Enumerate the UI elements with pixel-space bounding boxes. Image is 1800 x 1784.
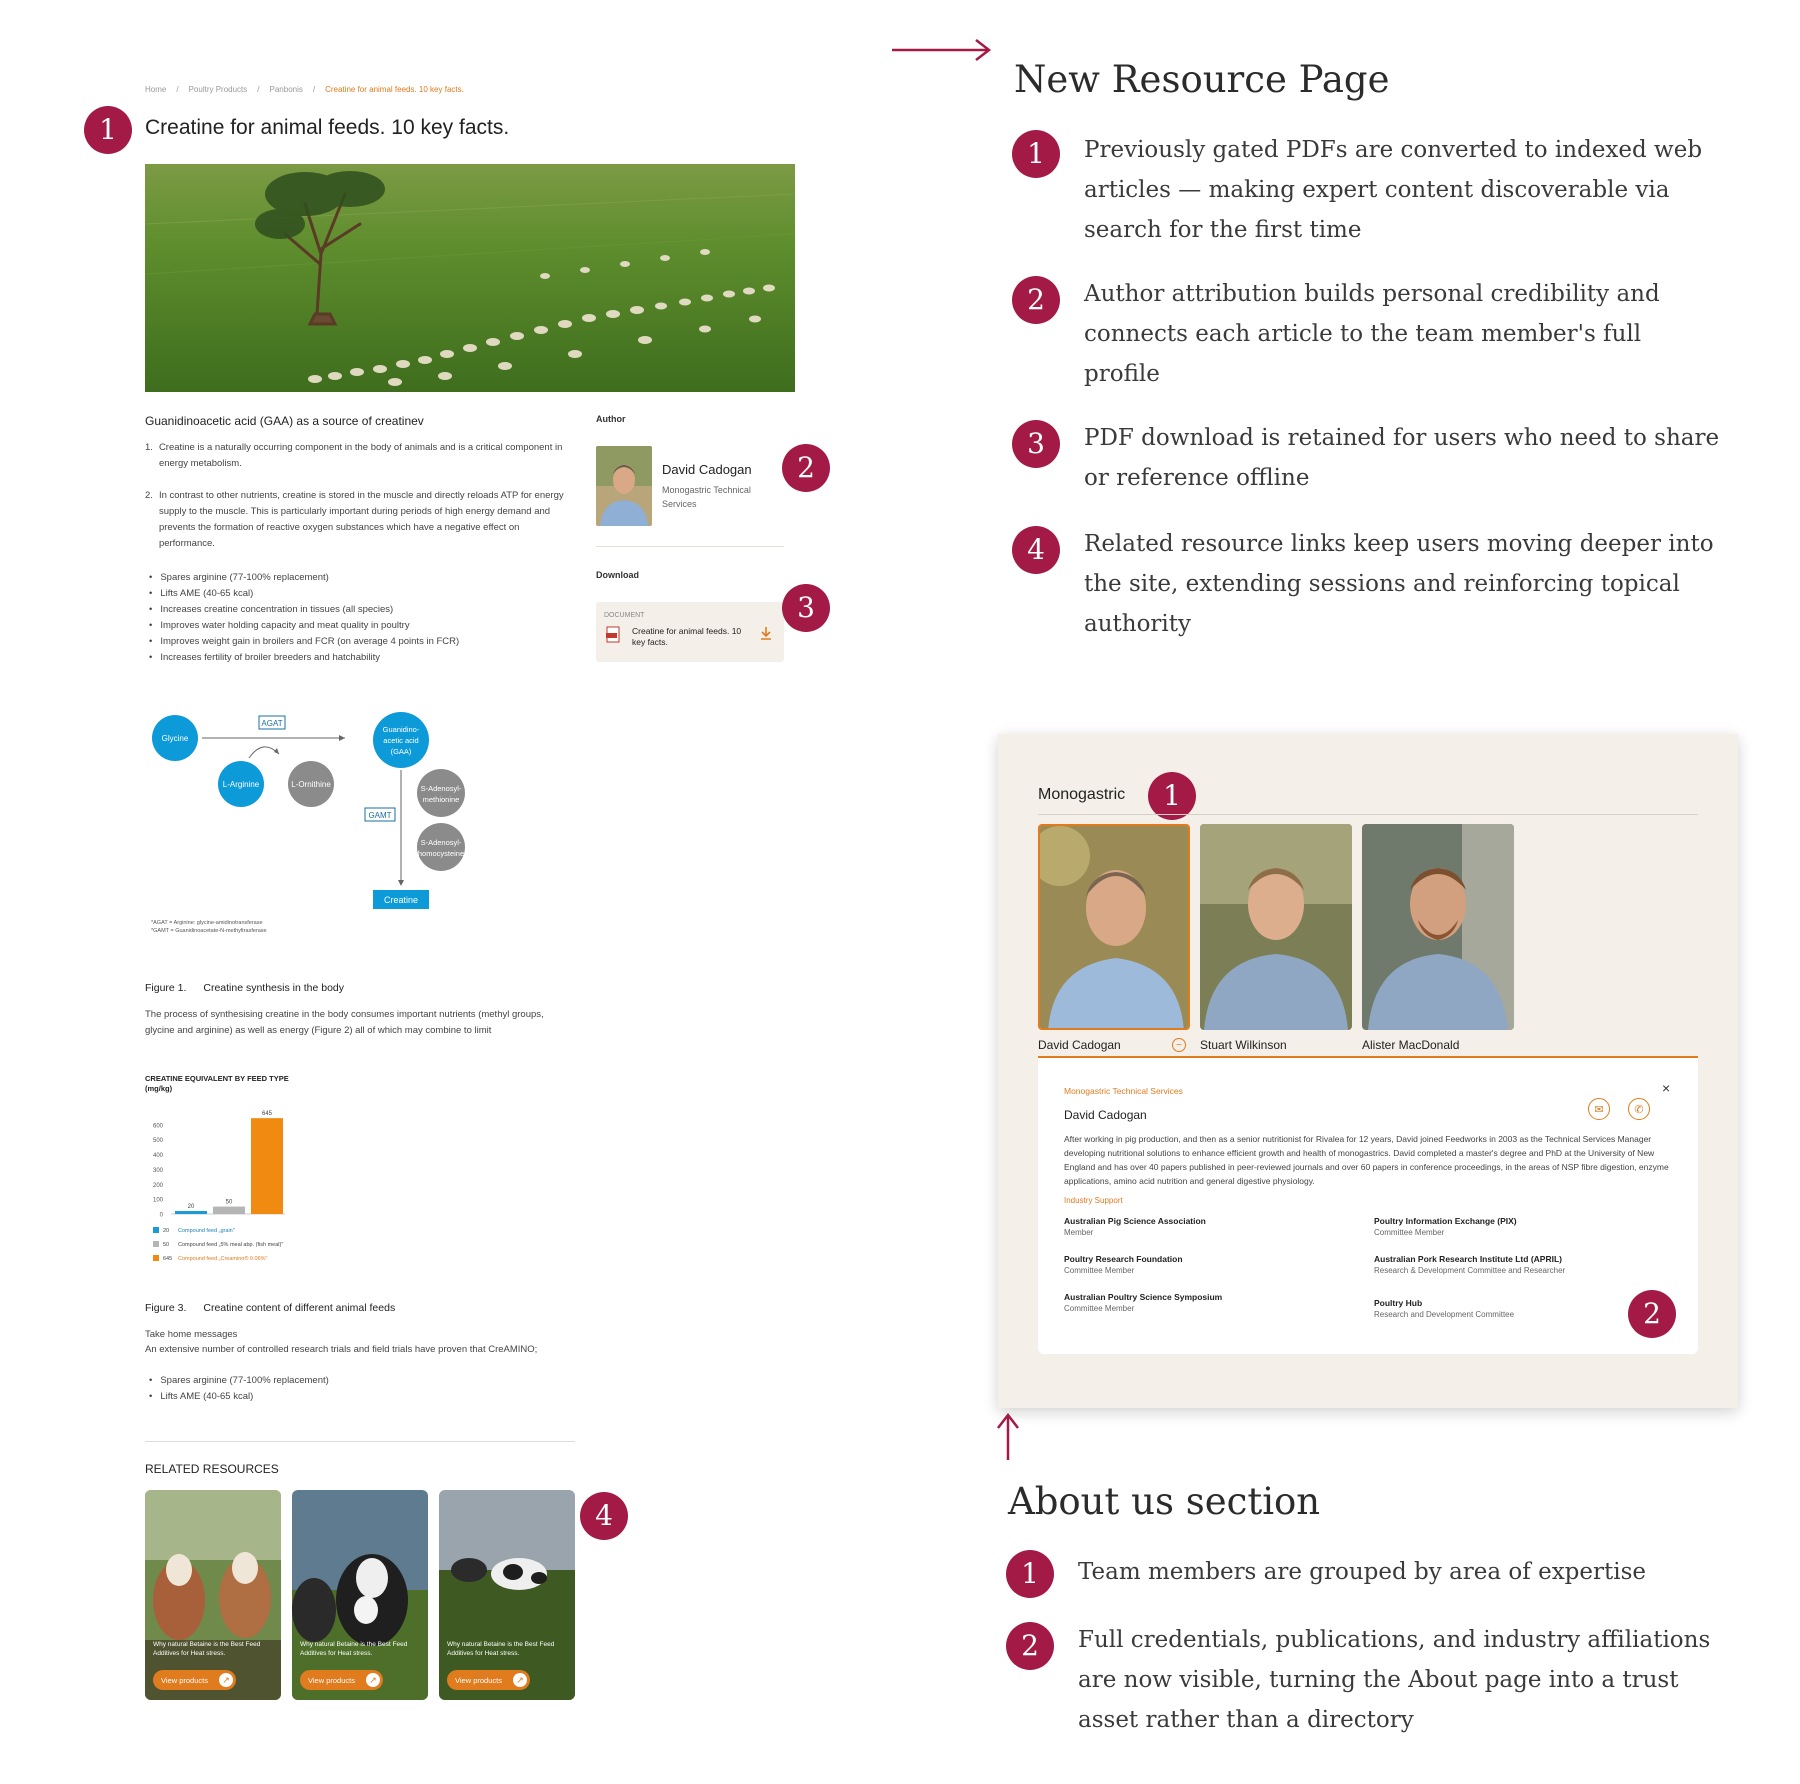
member-detail-card [1038, 1058, 1698, 1354]
note-text: Previously gated PDFs are converted to indexed web articles — making expert content discoverable via search for the first time [1084, 137, 1703, 243]
breadcrumb-separator: / [312, 85, 316, 94]
arrow-up-right-icon: ↗ [513, 1673, 527, 1687]
chart-subtitle: (mg/kg) [145, 1084, 173, 1093]
breadcrumb [145, 85, 464, 94]
affiliation-role: Committee Member [1064, 1304, 1135, 1313]
pdf-icon [606, 626, 622, 649]
panel-badge-2: 2 [1628, 1290, 1676, 1338]
detail-role: Monogastric Technical Services [1064, 1086, 1183, 1096]
annotation-badge-1: 1 [84, 106, 132, 154]
affiliation-org: Australian Pig Science Association [1064, 1216, 1206, 1226]
diagram-s-homocysteine-line1: S-Adenosyl- [420, 838, 462, 847]
author-heading: Author [596, 414, 626, 424]
note-badge: 1 [1006, 1550, 1054, 1598]
list-item [145, 440, 565, 472]
bar-value-label: 50 [225, 1199, 233, 1206]
arrow-up-right-icon: ↗ [219, 1673, 233, 1687]
y-tick-label: 300 [152, 1167, 163, 1174]
related-card-title: Why natural Betaine is the Best Feed Additives for Heat stress. [300, 1641, 408, 1657]
list-number: 2. [145, 490, 153, 501]
view-products-label: View products [455, 1675, 502, 1685]
download-icon[interactable] [760, 626, 772, 645]
affiliation-org: Australian Poultry Science Symposium [1064, 1292, 1223, 1302]
close-icon[interactable]: × [1662, 1080, 1671, 1096]
sidebar-divider [596, 546, 784, 547]
related-card[interactable] [145, 1490, 281, 1700]
figure-1-label: Figure 1. [145, 982, 187, 994]
list-item: • Increases fertility of broiler breeders and hatchability [145, 650, 565, 666]
note-badge: 2 [1006, 1622, 1054, 1670]
member-name[interactable]: Stuart Wilkinson [1200, 1038, 1287, 1052]
email-icon[interactable]: ✉ [1588, 1098, 1610, 1120]
about-us-panel [998, 734, 1738, 1408]
document-download-card[interactable] [596, 602, 784, 662]
author-avatar[interactable] [596, 446, 652, 526]
figure-3-label: Figure 3. [145, 1302, 187, 1314]
legend-label: Compound feed „5% meal abp. (fish meal)" [178, 1242, 284, 1248]
note-text: Author attribution builds personal credibility and connects each article to the team member's full profile [1084, 281, 1660, 387]
affiliation-org: Australian Pork Research Institute Ltd (APRIL) [1374, 1254, 1562, 1264]
author-name[interactable]: David Cadogan [662, 462, 752, 477]
member-photo [1040, 826, 1190, 1030]
y-tick-label: 500 [152, 1138, 163, 1145]
group-heading: Monogastric [1038, 786, 1126, 803]
related-resources-heading: RELATED RESOURCES [145, 1462, 279, 1476]
list-item: • Increases creatine concentration in tissues (all species) [145, 602, 565, 618]
breadcrumb-separator: / [176, 85, 179, 94]
download-heading: Download [596, 570, 639, 580]
diagram-s-methionine-line2: methionine [422, 795, 460, 804]
affiliation [1374, 1254, 1674, 1275]
legend-value: 50 [163, 1242, 170, 1248]
member-name[interactable]: Alister MacDonald [1362, 1038, 1460, 1052]
related-card[interactable] [292, 1490, 428, 1700]
arrow-up-right-icon: ↗ [366, 1673, 380, 1687]
diagram-glycine: Glycine [161, 734, 189, 743]
affiliation-role: Committee Member [1374, 1228, 1445, 1237]
bar-value-label: 20 [187, 1204, 195, 1211]
affiliation-role: Member [1064, 1228, 1094, 1237]
affiliation-org: Poultry Research Foundation [1064, 1254, 1183, 1264]
industry-support-heading: Industry Support [1064, 1196, 1123, 1205]
diagram-gaa-line3: (GAA) [390, 747, 412, 756]
breadcrumb-home[interactable]: Home [145, 85, 167, 94]
diagram-gamt: GAMT [368, 811, 392, 820]
affiliation [1374, 1216, 1674, 1237]
detail-bio: After working in pig production, and then as a senior nutritionist for Rivalea for 12 years, David joined Feedworks in 2003 as the Technical Services Manager developing nutritional solutions to enhance efficient growth and health of monogastrics. David completed a master's degree and PhD at the University of New England and has over 40 papers published in peer-reviewed journals and over 60 papers in conference proceedings, in the areas of NSP fibre digestion, enzyme applications, amino acid nutrition and general digestive physiology. [1064, 1134, 1669, 1186]
y-tick-label: 600 [152, 1123, 163, 1130]
breadcrumb-separator: / [257, 85, 260, 94]
panel-badge-1: 1 [1148, 772, 1196, 820]
list-item: • Lifts AME (40-65 kcal) [145, 586, 565, 602]
diagram-s-homocysteine-line2: homocysteine [417, 849, 465, 858]
creatine-bar-chart [145, 1100, 345, 1270]
note-badge: 4 [1012, 526, 1060, 574]
list-item [145, 488, 565, 552]
paragraph: An extensive number of controlled research trials and field trials have proven that CreAMINO; [145, 1344, 538, 1355]
figure-1-text: Creatine synthesis in the body [203, 982, 345, 994]
cow-image [292, 1490, 428, 1700]
note-text: PDF download is retained for users who need to share or reference offline [1084, 425, 1720, 491]
figure-3-text: Creatine content of different animal feeds [203, 1302, 396, 1314]
legend-value: 20 [163, 1228, 170, 1234]
breadcrumb-panbonis[interactable]: Panbonis [269, 85, 303, 94]
team-member-card[interactable] [1200, 824, 1352, 1030]
annotation-badge-3: 3 [782, 584, 830, 632]
bullet-list-2 [145, 1373, 565, 1405]
view-products-button[interactable] [300, 1670, 383, 1690]
breadcrumb-poultry-products[interactable]: Poultry Products [188, 85, 248, 94]
chart-title-line: CREATINE EQUIVALENT BY FEED TYPE [145, 1074, 289, 1083]
about-us-heading: About us section [1008, 1480, 1321, 1523]
affiliation-role: Committee Member [1064, 1266, 1135, 1275]
list-number: 1. [145, 442, 153, 453]
diagram-gaa-line1: Guanidino- [382, 725, 420, 734]
list-text: In contrast to other nutrients, creatine is stored in the muscle and directly reloads ATP for energy supply to the muscle. This is particularly important during periods of high energy demand and prevents the formation of reactive oxygen substances which have a negative effect on performance. [158, 490, 564, 549]
affiliation-role: Research & Development Committee and Researcher [1374, 1266, 1566, 1275]
diagram-agat: AGAT [261, 719, 283, 728]
bullet-list [145, 570, 565, 666]
legend-label: Compound feed „Creamino® 0.06%" [178, 1256, 268, 1262]
list-text: Creatine is a naturally occurring component in the body of animals and is a critical component in energy metabolism. [158, 442, 563, 469]
related-card[interactable] [439, 1490, 575, 1700]
bar [213, 1207, 245, 1214]
diagram-l-ornithine: L-Ornithine [291, 780, 331, 789]
arrow-up-icon [994, 1412, 1022, 1460]
legend-swatch [153, 1241, 159, 1247]
diagram-creatine: Creatine [383, 895, 419, 905]
y-tick-label: 400 [152, 1153, 163, 1160]
affiliation [1064, 1292, 1364, 1313]
related-card-title: Why natural Betaine is the Best Feed Additives for Heat stress. [153, 1641, 261, 1657]
affiliation-role: Research and Development Committee [1374, 1310, 1515, 1319]
related-divider [145, 1441, 575, 1442]
diagram-s-methionine-line1: S-Adenosyl- [420, 784, 462, 793]
legend-label: Compound feed „grain" [178, 1228, 235, 1234]
note-badge: 2 [1012, 276, 1060, 324]
bar [251, 1118, 283, 1214]
list-item: • Spares arginine (77-100% replacement) [145, 1373, 565, 1389]
note-text: Team members are grouped by area of expertise [1078, 1559, 1647, 1585]
group-divider [1038, 814, 1698, 815]
list-item: • Lifts AME (40-65 kcal) [145, 1389, 565, 1405]
view-products-label: View products [308, 1675, 355, 1685]
annotation-badge-2: 2 [782, 444, 830, 492]
page-title: Creatine for animal feeds. 10 key facts. [145, 116, 510, 139]
list-item: • Spares arginine (77-100% replacement) [145, 570, 565, 586]
numbered-list [145, 440, 565, 568]
member-name[interactable]: David Cadogan [1038, 1038, 1121, 1052]
breadcrumb-current: Creatine for animal feeds. 10 key facts. [325, 85, 464, 94]
list-item: • Improves weight gain in broilers and FCR (on average 4 points in FCR) [145, 634, 565, 650]
cow-image [145, 1490, 281, 1700]
member-photo [1362, 824, 1514, 1030]
hero-image [145, 164, 795, 392]
diagram-footnote-2: *GAMT = Guanidinoacetate-N-methyltrasferase [151, 928, 267, 934]
phone-icon[interactable]: ✆ [1628, 1098, 1650, 1120]
document-type-label: DOCUMENT [604, 612, 645, 619]
list-item: • Improves water holding capacity and meat quality in poultry [145, 618, 565, 634]
resource-page-heading: New Resource Page [1014, 58, 1390, 101]
paragraph: The process of synthesising creatine in the body consumes important nutrients (methyl groups, glycine and arginine) as well as energy (Figure 2) all of which may combine to limit [145, 1009, 544, 1036]
affiliation-org: Poultry Hub [1374, 1298, 1423, 1308]
collapse-icon[interactable]: − [1172, 1038, 1186, 1052]
affiliation [1064, 1216, 1364, 1237]
y-tick-label: 100 [152, 1197, 163, 1204]
view-products-label: View products [161, 1675, 208, 1685]
note-badge: 3 [1012, 420, 1060, 468]
legend-swatch [153, 1255, 159, 1261]
member-photo [1200, 824, 1352, 1030]
y-tick-label: 200 [152, 1182, 163, 1189]
team-member-card-selected[interactable] [1038, 824, 1190, 1030]
figure-3-caption [145, 1302, 395, 1314]
y-tick-label: 0 [159, 1212, 163, 1219]
legend-value: 645 [163, 1256, 173, 1262]
affiliation [1064, 1254, 1364, 1275]
detail-name: David Cadogan [1064, 1108, 1147, 1122]
note-text: Full credentials, publications, and industry affiliations are now visible, turning the About page into a trust asset rather than a directory [1078, 1627, 1711, 1733]
diagram-l-arginine: L-Arginine [222, 780, 260, 789]
view-products-button[interactable] [447, 1670, 530, 1690]
creatine-synthesis-diagram [145, 700, 485, 940]
team-member-card[interactable] [1362, 824, 1514, 1030]
section-heading: Guanidinoacetic acid (GAA) as a source of creatinev [145, 414, 424, 428]
bar [175, 1211, 207, 1214]
note-badge: 1 [1012, 130, 1060, 178]
author-role: Monogastric Technical Services [662, 485, 751, 509]
diagram-gaa-line2: acetic acid [383, 736, 419, 745]
take-home-heading: Take home messages [145, 1329, 238, 1340]
annotation-badge-4: 4 [580, 1492, 628, 1540]
arrow-right-icon [892, 36, 992, 64]
figure-1-caption [145, 982, 344, 994]
note-text: Related resource links keep users moving deeper into the site, extending sessions and reinforcing topical authority [1084, 531, 1714, 637]
legend-swatch [153, 1227, 159, 1233]
affiliation-org: Poultry Information Exchange (PIX) [1374, 1216, 1517, 1226]
chart-title [145, 1074, 345, 1094]
diagram-footnote-1: *AGAT = Arginine: glycine-amidinotransferase [151, 920, 263, 926]
cow-image [439, 1490, 575, 1700]
document-title: Creatine for animal feeds. 10 key facts. [632, 626, 742, 647]
related-card-title: Why natural Betaine is the Best Feed Additives for Heat stress. [447, 1641, 555, 1657]
view-products-button[interactable] [153, 1670, 236, 1690]
bar-value-label: 645 [261, 1111, 273, 1118]
